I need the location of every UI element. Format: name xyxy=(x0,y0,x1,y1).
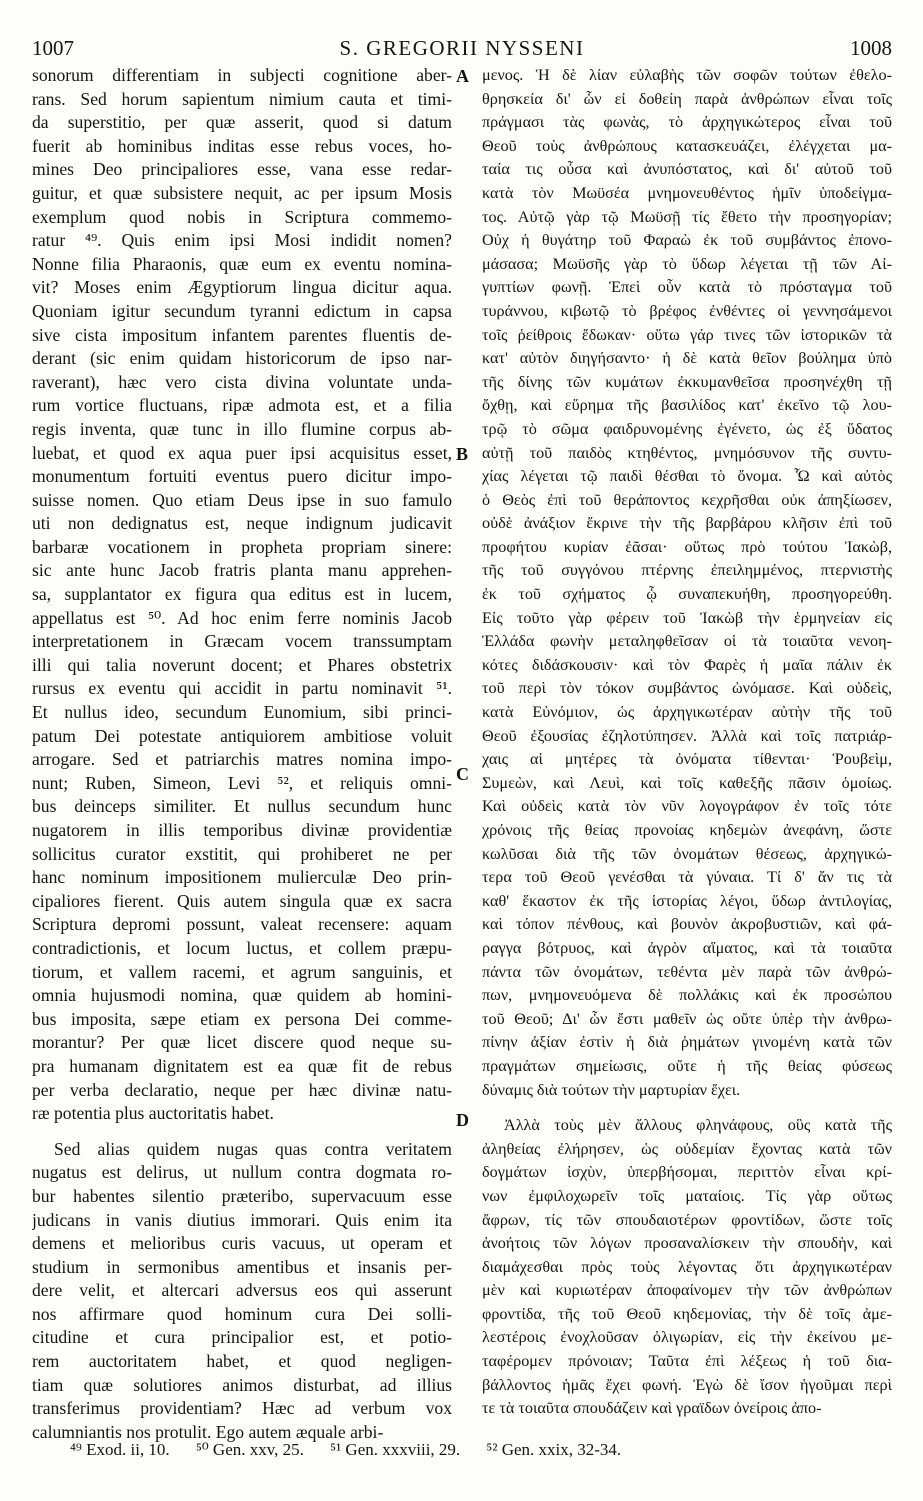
latin-text-line: calumniantis nos protulit. Ego autem æquale arbi- xyxy=(32,1421,384,1442)
right-page-number: 1008 xyxy=(850,36,892,60)
latin-text-line: suisse nomen. Quo etiam Deus ipse in suo famulo xyxy=(32,489,452,510)
latin-text-line: derant (sic enim quidam historicorum de ipso nar- xyxy=(32,348,452,369)
greek-text-line: γυπτίων φωνῇ. Ἐπεὶ οὖν κατὰ τὸ πρόσταγμα τοῦ xyxy=(482,278,892,297)
greek-text-line: τῆς δίνης τῶν κυμάτων ἐκκυμανθεῖσα προσηνέχθη τῇ xyxy=(482,372,892,391)
greek-text-line: τῆς τοῦ συγγόνου πτέρνης ἐπειλημμένος, πτερνιστὴς xyxy=(482,561,892,580)
footnotes xyxy=(70,1440,870,1460)
greek-column xyxy=(482,64,892,1421)
greek-text-line: ὄχθῃ, καὶ εὕρημα τῆς βασιλίδος κατ' ἐκεῖνο τῷ λου- xyxy=(482,396,892,415)
greek-text-line: τος. Αὐτῷ γὰρ τῷ Μωϋσῇ τίς ἔθετο τὴν προσηγορίαν; xyxy=(482,207,892,226)
greek-text-line: τρῷ τὸ σῶμα φαιδρυνομένης ἐγένετο, ὡς ἐξ ὕδατος xyxy=(482,419,892,438)
latin-text-line: Et nullus ideo, secundum Eunomium, sibi princi- xyxy=(32,702,452,723)
latin-text-line: rans. Sed horum sapientum nimium cauta et timi- xyxy=(32,88,452,109)
latin-text-line: citudine et cura principalior est, et potio- xyxy=(32,1327,452,1348)
greek-text-line: θρησκεία δι' ὧν εἰ δοθείη παρὰ ἀνθρώπων εἶναι τοῖς xyxy=(482,89,892,108)
greek-text-line: πραγμάτων σημείωσις, οὔτε ἡ τῆς θείας φύσεως xyxy=(482,1056,892,1075)
greek-text-line: καθ' ἕκαστον ἐκ τῆς ἱστορίας λέγοι, ὕδωρ ἀντιλογίας, xyxy=(482,891,892,910)
greek-text-line: ταφέρομεν πρόνοιαν; Ταῦτα ἐπὶ λέξεως ἡ τοῦ δια- xyxy=(482,1352,892,1371)
section-marker-d: D xyxy=(456,1110,469,1130)
section-marker-c: C xyxy=(456,764,469,784)
greek-text-line: ὁ Θεὸς ἐπὶ τοῦ θεράποντος κεχρῆσθαι οὐκ ἀπηξίωσεν, xyxy=(482,490,892,509)
running-title: S. GREGORII NYSSENI xyxy=(339,36,585,60)
latin-text-line: illi qui talia noverunt docent; et Phares obstetrix xyxy=(32,654,452,675)
latin-text-line: sic ante hunc Jacob fratris planta manu apprehen- xyxy=(32,560,452,581)
latin-text-line: tiam quæ solutiores animos disturbat, ad illius xyxy=(32,1374,452,1395)
latin-text-line: hanc nominum impositionem mulierculæ Deo prin- xyxy=(32,867,452,888)
latin-text-line: da superstitio, per quæ asserit, quod si datum xyxy=(32,112,452,133)
section-marker-b: B xyxy=(456,444,469,464)
greek-text-line: ἄφρων, τίς τῶν σπουδαιοτέρων φροντίδων, ὥστε τοῖς xyxy=(482,1210,892,1229)
greek-text-line: πίνην ἀξίαν ἐστὶν ἡ διὰ ῥημάτων γινομένη κατὰ τῶν xyxy=(482,1033,892,1052)
latin-text-line: interpretationem in Græcam vocem transsumptam xyxy=(32,631,452,652)
latin-text-line: transferimus providentiam? Hæc ad verbum vox xyxy=(32,1398,452,1419)
greek-text-line: ταία τις οὖσα καὶ ἀνυπόστατος, καὶ δι' αὐτοῦ τοῦ xyxy=(482,160,892,179)
latin-text-line: nos affirmare quod hominum cura Dei solli- xyxy=(32,1303,452,1324)
latin-text-line: sollicitus curator exstitit, qui prohiberet ne per xyxy=(32,843,452,864)
latin-text-line: contradictionis, et locum luctus, et collem præpu- xyxy=(32,937,452,958)
greek-text-line: κωλῦσαι διὰ τῆς τῶν ὀνομάτων θέσεως, ἀρχηγικώ- xyxy=(482,844,892,863)
greek-text-line: αὐτῇ τοῦ παιδὸς κτηθέντος, μνημόσυνον τῆς συντυ- xyxy=(482,443,892,462)
latin-text-line: sive cista impositum infantem parentes fluentis de- xyxy=(32,324,452,345)
section-marker-a: A xyxy=(456,66,469,86)
latin-text-line: judicans in vanis diutius immorari. Quis enim ita xyxy=(32,1209,452,1230)
greek-text-line: νων ἐμφιλοχωρεῖν τοῖς ματαίοις. Τίς γὰρ οὕτως xyxy=(482,1186,892,1205)
greek-text-line: τοῖς ῥείθροις ἔδωκαν· οὕτω γάρ τινες τῶν ἱστορικῶν τὰ xyxy=(482,325,892,344)
greek-text-line: ἀνοήτοις τῶν λόγων προσαναλίσκειν τὴν σπουδὴν, καὶ xyxy=(482,1234,892,1253)
paragraph-gap xyxy=(482,1102,892,1114)
greek-text-line: κατὰ Εὐνόμιον, ὡς ἀρχηγικωτέραν αὐτὴν τῆς τοῦ xyxy=(482,703,892,722)
footnote-52: ⁵² Gen. xxix, 32-34. xyxy=(486,1440,622,1459)
latin-text-line: sa, supplantator ex figura qua editus est in lucem, xyxy=(32,584,452,605)
latin-text-line: arrogare. Sed et patriarchis matres nomina impo- xyxy=(32,749,452,770)
latin-text-line: appellatus est ⁵⁰. Ad hoc enim ferre nominis Jacob xyxy=(32,607,452,628)
latin-text-line: ratur ⁴⁹. Quis enim ipsi Mosi indidit nomen? xyxy=(32,230,452,251)
latin-text-line: Scriptura depromi possunt, valeat recensere: aquam xyxy=(32,914,452,935)
latin-text-line: exemplum quod nobis in Scriptura commemo- xyxy=(32,206,452,227)
latin-text-line: uti non dedignatus est, neque indignum judicavit xyxy=(32,513,452,534)
latin-text-line: nugatus est delirus, ut nullum contra dogmata ro- xyxy=(32,1162,452,1183)
greek-text-line: τε τὰ τοιαῦτα σπουδάζειν καὶ γραϊδων ὀνείροις ἀπο- xyxy=(482,1399,822,1418)
latin-text-line: bus imposita, sæpe etiam ex persona Dei comme- xyxy=(32,1008,452,1029)
paragraph-gap xyxy=(32,1126,452,1138)
latin-text-line: fuerit ab hominibus inditas esse rebus voces, ho- xyxy=(32,135,452,156)
greek-text-line: ἀληθείας ἐλήρησεν, ὡς οὐδεμίαν ἔχοντας κατὰ τῶν xyxy=(482,1139,892,1158)
footnote-51: ⁵¹ Gen. xxxviii, 29. xyxy=(330,1440,461,1459)
latin-text-line: rem auctoritatem habet, et quod negligen- xyxy=(32,1351,452,1372)
latin-text-line: studium in sermonibus amentibus et insanis per- xyxy=(32,1256,452,1277)
latin-text-line: dere velit, et altercari adversus eos qui asserunt xyxy=(32,1280,452,1301)
latin-text-line: monumentum fortuiti eventus puero dicitur impo- xyxy=(32,466,452,487)
latin-text-line: bur habentes silentio præteribo, supervacuum esse xyxy=(32,1185,452,1206)
greek-text-line: κατ' αὐτὸν διηγήσαντο· ἡ δὲ κατὰ θεῖον βούλημα ὑπὸ xyxy=(482,349,892,368)
latin-text-line: raverant), hæc vero cista divina voluntate unda- xyxy=(32,371,452,392)
latin-text-line: pra humanam dignitatem est ea quæ fit de rebus xyxy=(32,1055,452,1076)
greek-text-line: μενος. Ἡ δὲ λίαν εὐλαβὴς τῶν σοφῶν τούτων ἐθελο- xyxy=(482,66,892,84)
page-header xyxy=(32,36,892,62)
latin-text-line: omnia hujusmodi nomina, quæ quidem ab homini- xyxy=(32,985,452,1006)
greek-text-line: Καὶ οὐδεὶς κατὰ τὸν νῦν λογογράφον ἐν τοῖς τότε xyxy=(482,797,892,816)
latin-text-line: Nonne filia Pharaonis, quæ eum ex eventu nomina- xyxy=(32,253,452,274)
greek-text-line: τυράννου, κιβωτῷ τὸ βρέφος ἐνθέντες οἱ γεννησάμενοι xyxy=(482,301,892,320)
greek-text-line: καὶ τόπον πένθους, καὶ βουνὸν ἀκροβυστιῶν, καὶ φά- xyxy=(482,915,892,934)
latin-text-line: morantur? Per quæ licet discere quod neque su- xyxy=(32,1032,452,1053)
latin-text-line: barbaræ vocationem in propheta propriam sinere: xyxy=(32,536,452,557)
latin-text-line: vit? Moses enim Ægyptiorum lingua dicitur aqua. xyxy=(32,277,452,298)
latin-text-line: regis inventa, quæ tunc in illo flumine corpus ab- xyxy=(32,418,452,439)
latin-text-line: nunt; Ruben, Simeon, Levi ⁵², et reliquis omni- xyxy=(32,772,452,793)
greek-text-line: τοῦ περὶ τὸν τόκον συμβάντος ὠνόμασε. Καὶ οὐδεὶς, xyxy=(482,679,892,698)
greek-text-line: πάντα τῶν ὀνομάτων, τεθέντα μὲν παρὰ τῶν ἀνθρώ- xyxy=(482,962,892,981)
latin-text-line: rursus ex eventu qui accidit in partu nominavit ⁵¹. xyxy=(32,678,452,699)
greek-text-line: μάσασα; Μωϋσῆς γὰρ τὸ ὕδωρ λέγεται τῇ τῶν Αἰ- xyxy=(482,254,892,273)
greek-text-line: βάλλοντος ἡμᾶς ἔχει φωνή. Ἐγὼ δὲ ἴσον ἡγοῦμαι περὶ xyxy=(482,1375,892,1394)
greek-text-line: πων, μνημονευόμενα δὲ πολλάκις καὶ ἐκ προσώπου xyxy=(482,986,892,1005)
greek-text-line: Θεοῦ τοὺς ἀνθρώπους κατασκευάζει, ἐλέγχεται μα- xyxy=(482,136,892,155)
latin-column xyxy=(32,64,452,1444)
greek-text-line: τοῦ Θεοῦ; Δι' ὧν ἔστι μαθεῖν ὡς οὔτε ὑπὲρ τὴν ἀνθρω- xyxy=(482,1009,892,1028)
latin-text-line: ræ potentia plus auctoritatis habet. xyxy=(32,1103,274,1124)
latin-text-line: luebat, et quod ex aqua puer ipsi acquisitus esset, xyxy=(32,442,452,463)
greek-text-line: προφήτου κυρίαν ἐᾶσαι· οὕτως πρὸ τούτου Ἰακὼβ, xyxy=(482,537,892,556)
greek-text-line: οὐδὲ ἀνάξιον ἔκρινε τὴν τῆς βαρβάρου κλῆσιν ἐπὶ τοῦ xyxy=(482,514,892,533)
latin-text-line: Quoniam igitur secundum tyranni edictum in capsa xyxy=(32,300,452,321)
latin-text-line: nugatorem in illis temporibus divinæ providentiæ xyxy=(32,820,452,840)
greek-text-line: φροντίδα, τῆς τοῦ Θεοῦ κηδεμονίας, τὴν δὲ τοῖς ἀμε- xyxy=(482,1304,892,1323)
greek-text-line: πράγμασι τὰς φωνὰς, τὸ ἀρχηγικώτερος εἶναι τοῦ xyxy=(482,113,892,132)
greek-text-line: Οὐχ ἡ θυγάτηρ τοῦ Φαραὼ ἐκ τοῦ συμβάντος ἐπονο- xyxy=(482,231,892,250)
latin-text-line: bus deinceps similiter. Et nullus secundum hunc xyxy=(32,796,452,817)
greek-text-line: λεστέροις ἐνοχλοῦσαν ὀλιγωρίαν, εἰς τὴν ἐκείνου με- xyxy=(482,1328,892,1347)
greek-text-line: Ἑλλάδα φωνὴν μεταληφθεῖσαν οἱ τὰ τοιαῦτα νενοη- xyxy=(482,632,892,651)
latin-text-line: rum vortice fluctuans, ripæ admota est, et a filia xyxy=(32,395,452,416)
greek-text-line: μὲν καὶ κυριωτέραν ἀποφαίνομεν τὴν τῶν ἀνθρώπων xyxy=(482,1281,892,1300)
greek-text-line: Εἰς τοῦτο γὰρ φέρειν τοῦ Ἰακὼβ τὴν ἑρμηνείαν εἰς xyxy=(482,608,892,627)
greek-text-line: Θεοῦ ἐξουσίας ἐζηλοτύπησεν. Ἀλλὰ καὶ τοῖς πατριάρ- xyxy=(482,726,892,745)
latin-text-line: guitur, et quæ subsistere nequit, ac per ipsum Mosis xyxy=(32,182,452,203)
greek-text-line: ἐκ τοῦ σχήματος ᾧ συναπεκυήθη, προσηγορεύθη. xyxy=(482,585,892,604)
greek-text-line: Συμεὼν, καὶ Λευὶ, καὶ τοῖς καθεξῆς πᾶσιν ὁμοίως. xyxy=(482,773,892,792)
greek-text-line: κατὰ τὸν Μωϋσέα μνημονευθέντος ἡμῖν ὑποδείγμα- xyxy=(482,183,892,202)
greek-text-line: χίας λέγεται τῷ παιδὶ θέσθαι τὸ ὄνομα. Ὧ καὶ αὐτὸς xyxy=(482,467,892,486)
greek-text-line: κότες διδάσκουσιν· καὶ τὸν Φαρὲς ἡ μαῖα πάλιν ἐκ xyxy=(482,655,892,674)
footnote-50: ⁵⁰ Gen. xxv, 25. xyxy=(195,1440,304,1459)
footnote-49: ⁴⁹ Exod. ii, 10. xyxy=(70,1440,170,1459)
latin-text-line: tiorum, et vallem racemi, et agrum sanguinis, et xyxy=(32,961,452,982)
greek-text-line: ραγγα βότρυος, καὶ ἀγρὸν αἵματος, καὶ τὰ τοιαῦτα xyxy=(482,938,892,957)
greek-text-line: Ἀλλὰ τοὺς μὲν ἄλλους φληνάφους, οὓς κατὰ τῆς xyxy=(504,1116,892,1135)
greek-text-line: δογμάτων ἰσχὺν, ὑπερβήσομαι, περιττὸν εἶναι κρί- xyxy=(482,1163,892,1182)
latin-text-line: demens et melioribus curis vacuus, ut operam et xyxy=(32,1233,452,1254)
latin-text-line: cipaliores fierent. Quis autem singula quæ ex sacra xyxy=(32,890,452,911)
latin-text-line: per verba declaratio, neque per hæc divinæ natu- xyxy=(32,1079,452,1100)
greek-text-line: τερα τοῦ Θεοῦ γενέσθαι τὰ γύναια. Τί δ' ἄν τις τὰ xyxy=(482,868,892,887)
latin-text-line: Sed alias quidem nugas quas contra veritatem xyxy=(54,1138,452,1159)
greek-text-line: χρόνοις τῆς θείας προνοίας κηδεμὼν ἀνεφάνη, ὥστε xyxy=(482,821,892,839)
latin-text-line: mines Deo principaliores esse, vana esse redar- xyxy=(32,159,452,180)
latin-text-line: patum Dei potestate antiquiorem ambitiose voluit xyxy=(32,725,452,746)
left-page-number: 1007 xyxy=(32,36,74,60)
latin-text-line: sonorum differentiam in subjecti cognitione aber- xyxy=(32,65,452,85)
greek-text-line: χαις αἱ μητέρες τὰ ὀνόματα τίθενται· Ῥουβεὶμ, xyxy=(482,750,892,769)
greek-text-line: δύναμις διὰ τούτων τὴν μαρτυρίαν ἔχει. xyxy=(482,1080,741,1099)
greek-text-line: διαμάχεσθαι πρὸς τοὺς λέγοντας ὅτι ἀρχηγικωτέραν xyxy=(482,1257,892,1276)
